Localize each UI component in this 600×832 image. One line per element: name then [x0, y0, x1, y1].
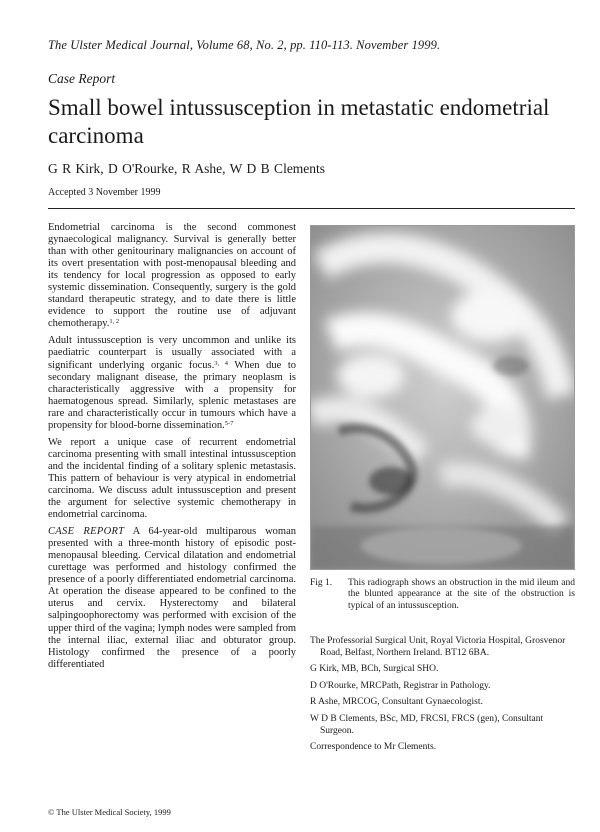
affiliation-orourke: D O'Rourke, MRCPath, Registrar in Pathology. — [310, 680, 491, 691]
accepted-date: Accepted 3 November 1999 — [48, 187, 161, 198]
article-title: Small bowel intussusception in metastatic endometrial carcinoma — [48, 95, 550, 148]
affiliation-unit: The Professorial Surgical Unit, Royal Victoria Hospital, Grosvenor Road, Belfast, Northern Ireland. BT12 6BA. — [310, 636, 566, 658]
paragraph-intussusception-text-2: When due to secondary malignant disease, the primary neoplasm is characteristically aggressive with a propensity for haematogenous spread. Similarly, splenic metastases are rare and characteristically occur in tumours which have a propensity for blood-borne dissemination. — [48, 359, 296, 431]
paragraph-intussusception — [48, 335, 296, 431]
copyright-footer: © The Ulster Medical Society, 1999 — [48, 807, 171, 817]
case-report-heading: CASE REPORT — [48, 526, 125, 538]
header-rule — [48, 208, 575, 209]
citation-ref: 5-7 — [224, 419, 234, 427]
citation-ref: 1, 2 — [109, 318, 120, 326]
journal-citation: The Ulster Medical Journal, Volume 68, No. 2, pp. 110-113. November 1999. — [48, 38, 441, 52]
figure-label: Fig 1. — [310, 578, 333, 588]
paragraph-report-aim: We report a unique case of recurrent endometrial carcinoma presenting with small intestinal intussusception and the incidental finding of a solitary splenic metastasis. This pattern of behaviour is very atypical in endometrial carcinoma. We discuss adult intussusception and present the argument for selective systemic chemotherapy in endometrial carcinoma. — [48, 436, 296, 521]
paragraph-intro-text: Endometrial carcinoma is the second commonest gynaecological malignancy. Survival is generally better than with other genitourinary malignancies on account of its overt presentation with post-menopausal bleeding and its tendency for local progression as opposed to early systemic dissemination. Consequently, surgery is the gold standard therapeutic strategy, and to date there is little evidence to support the routine use of adjuvant chemotherapy. — [48, 222, 296, 330]
paragraph-intro — [48, 222, 296, 330]
affiliation-clements: W D B Clements, BSc, MD, FRCSI, FRCS (gen), Consultant Surgeon. — [310, 713, 544, 736]
affiliation-kirk: G Kirk, MB, BCh, Surgical SHO. — [310, 664, 439, 675]
citation-ref: 3, 4 — [214, 359, 228, 367]
figure-caption — [310, 578, 575, 612]
affiliation-ashe: R Ashe, MRCOG, Consultant Gynaecologist. — [310, 697, 483, 708]
section-label: Case Report — [48, 71, 116, 86]
author-list: G R Kirk, D O'Rourke, R Ashe, W D B Clements — [48, 161, 326, 176]
case-report-text: A 64-year-old multiparous woman presented with a three-month history of episodic post-menopausal bleeding. Cervical dilatation and endometrial curettage was performed and histology confirmed the presence of a poorly differentiated endometrial carcinoma. At operation the disease appeared to be confined to the uterus and cervix. Hysterectomy and bilateral salpingoophorectomy was performed with excision of the upper third of the vagina; lymph nodes were sampled from the internal iliac, external iliac and obturator group. Histology confirmed the presence of a poorly differentiated — [48, 526, 296, 670]
correspondence-note: Correspondence to Mr Clements. — [310, 742, 437, 753]
figure-caption-text: This radiograph shows an obstruction in the mid ileum and the blunted appearance at the site of the obstruction is typical of an intussusception. — [348, 578, 575, 611]
body-column-left — [48, 222, 296, 676]
paragraph-intussusception-text: Adult intussusception is very uncommon and unlike its paediatric counterpart is usually associated with a significant underlying organic focus. — [48, 335, 296, 371]
author-affiliations — [310, 636, 575, 759]
radiograph-figure — [310, 225, 575, 570]
paragraph-case-report — [48, 526, 296, 671]
radiograph-image — [311, 226, 574, 569]
